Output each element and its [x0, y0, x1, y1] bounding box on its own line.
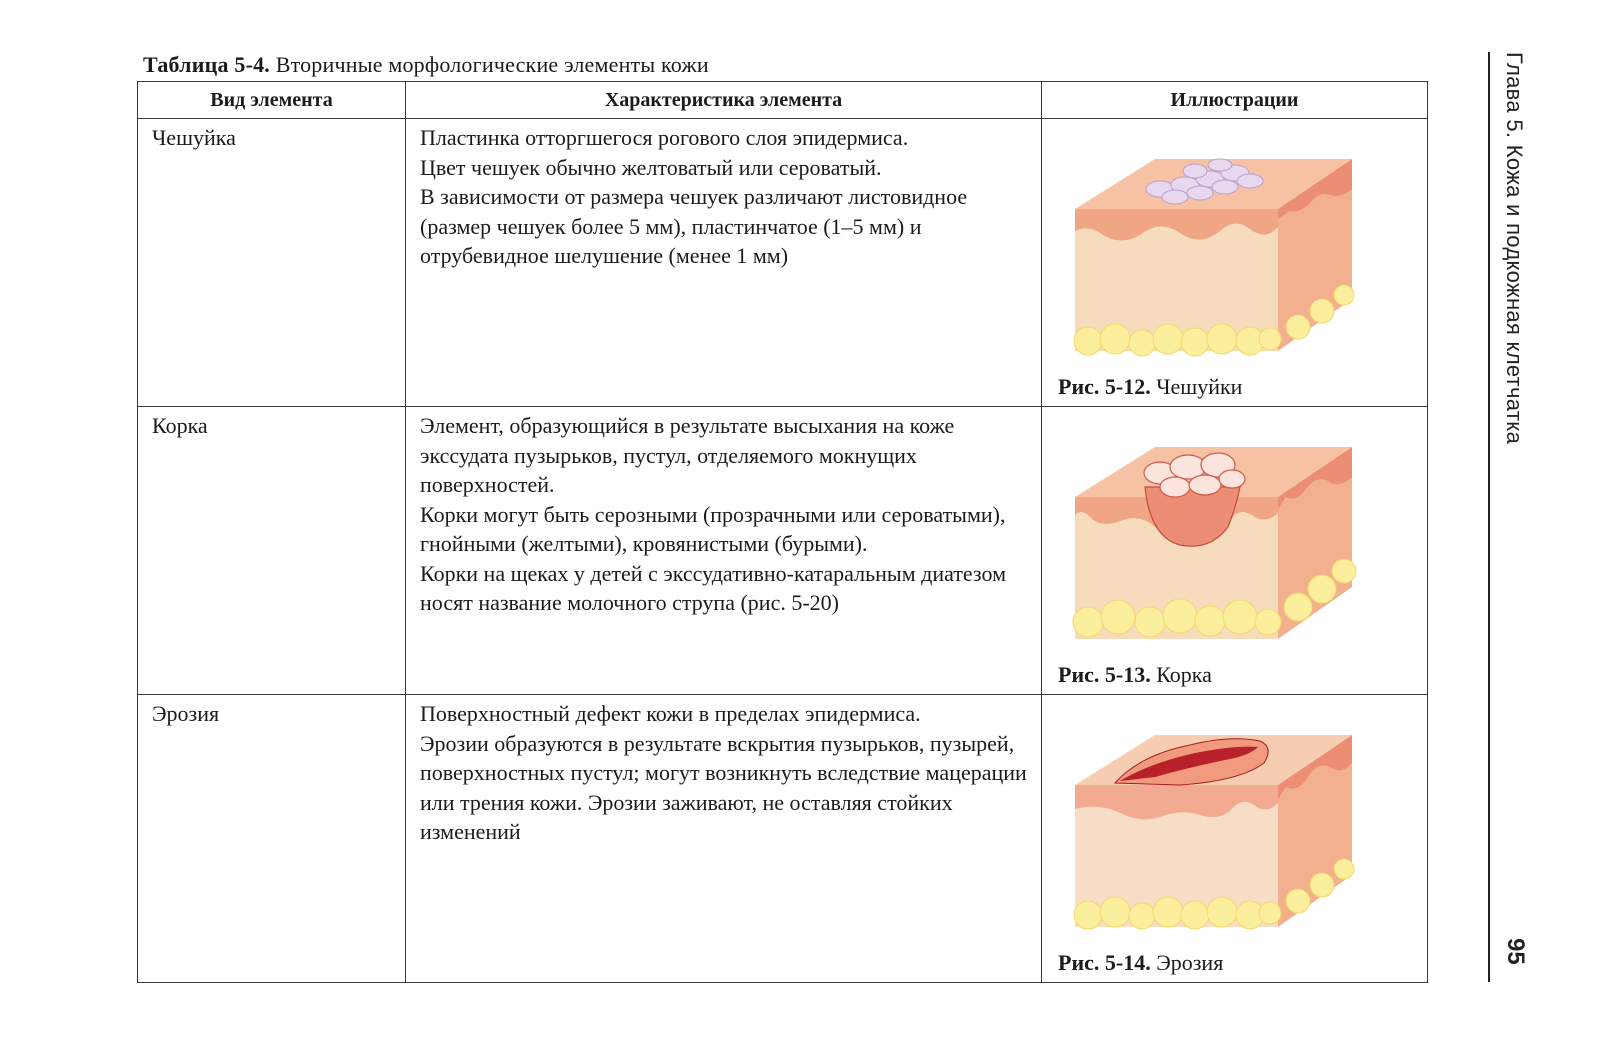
scales-illustration [1060, 129, 1360, 364]
figure-caption [1058, 374, 1242, 400]
table-header-row [138, 82, 1428, 119]
element-name-cell [138, 695, 406, 983]
element-name-cell [138, 119, 406, 407]
figure-title: Эрозия [1156, 950, 1224, 975]
illustration-cell [1042, 119, 1428, 407]
margin-rule [1488, 52, 1490, 982]
header-characteristics: Характеристика элемента [406, 82, 1042, 119]
figure-caption [1058, 662, 1212, 688]
description-cell [406, 407, 1042, 695]
description [406, 119, 1041, 271]
figure-label: Рис. 5-14. [1058, 950, 1151, 975]
figure-title: Чешуйки [1156, 374, 1243, 399]
figure-label: Рис. 5-12. [1058, 374, 1151, 399]
description-line: Эрозии образуются в результате вскрытия пузырьков, пузырей, поверхностных пустул; могут возникнуть вследствие мацерации или трения кожи. Эрозии заживают, не оставляя стойких изменений [420, 730, 1027, 844]
figure-title: Корка [1156, 662, 1212, 687]
table-row [138, 119, 1428, 407]
chapter-title: Глава 5. Кожа и подкожная клетчатка [1502, 52, 1527, 445]
morphology-table [137, 81, 1428, 983]
page-number: 95 [1502, 938, 1529, 965]
description-line: Корки могут быть серозными (прозрачными или сероватыми), гнойными (желтыми), кровянистыми (бурыми). [420, 501, 1006, 556]
erosion-illustration [1060, 705, 1360, 940]
element-name: Эрозия [152, 701, 220, 726]
table-caption [143, 52, 709, 78]
description-line: Поверхностный дефект кожи в пределах эпидермиса. [420, 701, 921, 726]
description-line: Корки на щеках у детей с экссудативно-катаральным диатезом носят название молочного струпа (рис. 5-20) [420, 560, 1006, 615]
description-line: В зависимости от размера чешуек различают листовидное (размер чешуек более 5 мм), пластинчатое (1–5 мм) и отрубевидное шелушение (менее 1 мм) [420, 184, 968, 268]
description-cell [406, 119, 1042, 407]
table-row [138, 407, 1428, 695]
description-line: Элемент, образующийся в результате высыхания на коже экссудата пузырьков, пустул, отделяемого мокнущих поверхностей. [420, 413, 955, 497]
crust-illustration [1060, 417, 1360, 652]
description [406, 407, 1041, 618]
description-line: Пластинка отторгшегося рогового слоя эпидермиса. [420, 125, 909, 150]
description-line: Цвет чешуек обычно желтоватый или сероватый. [420, 154, 882, 180]
description-cell [406, 695, 1042, 983]
table-row [138, 695, 1428, 983]
header-element-type: Вид элемента [138, 82, 406, 119]
element-name: Корка [152, 413, 208, 438]
element-name: Чешуйка [152, 125, 236, 150]
element-name-cell [138, 407, 406, 695]
description [406, 695, 1041, 847]
header-illustrations: Иллюстрации [1042, 82, 1428, 119]
figure-label: Рис. 5-13. [1058, 662, 1151, 687]
table-caption-text: Вторичные морфологические элементы кожи [275, 52, 709, 77]
illustration-cell [1042, 695, 1428, 983]
figure-caption [1058, 950, 1223, 976]
table-caption-label: Таблица 5-4. [143, 52, 270, 77]
illustration-cell [1042, 407, 1428, 695]
